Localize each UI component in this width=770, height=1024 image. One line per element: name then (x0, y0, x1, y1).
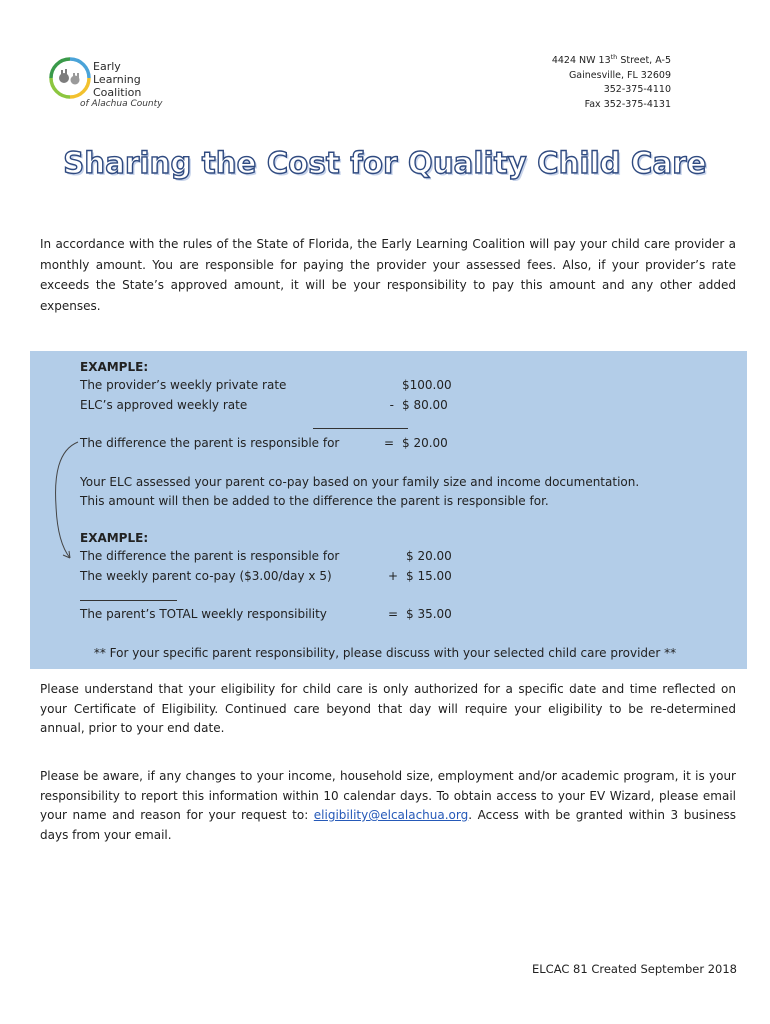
intro-paragraph: In accordance with the rules of the State of Florida, the Early Learning Coalition will pay your child care provider a monthly amount. You are responsible for paying the provider your assessed fees. Also, if your provider’s rate exceeds the State’s approved amount, it will be your responsibility to pay this amount and any other added expenses. (40, 237, 736, 313)
logo-ring-icon (48, 56, 92, 100)
page-title: Sharing the Cost for Quality Child Care (63, 146, 707, 180)
logo-wordmark (93, 60, 141, 99)
eligibility-email-link[interactable]: eligibility@elcalachua.org (313, 808, 469, 822)
example-1-row-2-label: ELC’s approved weekly rate (80, 398, 248, 412)
logo-line-1: Early (93, 60, 121, 73)
example-1-heading: EXAMPLE: (80, 360, 149, 374)
example-2-row-2-value: $ 15.00 (406, 569, 452, 583)
curved-arrow-icon (50, 436, 84, 566)
example-2-row-3-label: The parent’s TOTAL weekly responsibility (80, 607, 327, 621)
logo-line-2: Learning (93, 73, 141, 86)
example-1-row-2-value: $ 80.00 (402, 398, 448, 412)
copay-note-line-2: This amount will then be added to the difference the parent is responsible for. (80, 494, 549, 508)
example-2-row-3-operator: = (387, 607, 398, 621)
example-2-heading: EXAMPLE: (80, 531, 149, 545)
logo-line-3: Coalition (93, 86, 142, 99)
form-footer: ELCAC 81 Created September 2018 (532, 962, 737, 976)
address-block (552, 50, 671, 112)
street-suffix: th (610, 53, 618, 61)
address-city: Gainesville, FL 32609 (568, 69, 671, 81)
address-fax: Fax 352-375-4131 (584, 98, 671, 110)
eligibility-paragraph: Please understand that your eligibility for child care is only authorized for a specific date and time reflected on your Certificate of Eligibility. Continued care beyond that day will require your eligibility to be re-determined annual, prior to your end date. (40, 682, 736, 735)
changes-paragraph-end: . Access with be granted within 3 business days from your email. (40, 808, 737, 842)
street-number: 4424 NW 13 (551, 55, 611, 67)
example-2-row-2-label: The weekly parent co-pay ($3.00/day x 5) (80, 569, 332, 583)
example-2-row-1-value: $ 20.00 (406, 549, 452, 563)
changes-paragraph (40, 767, 736, 845)
street-rest: Street, A-5 (617, 55, 671, 67)
example-1-row-3-value: $ 20.00 (402, 436, 448, 450)
example-2-row-3-value: $ 35.00 (406, 607, 452, 621)
example-2-row-1-label: The difference the parent is responsible for (80, 549, 340, 563)
changes-paragraph-start: Please be aware, if any changes to your income, household size, employment and/or academic program, it is your responsibility to report this information within 10 calendar days. To obtain access to your EV Wizard, please email your name and reason for your request to: (40, 769, 736, 822)
example-1-row-1-value: $100.00 (402, 378, 452, 392)
example-2-row-2-operator: + (387, 569, 398, 583)
example-1-row-2-operator: - (389, 398, 394, 412)
example-1-sum-rule (313, 428, 408, 429)
example-2-sum-rule (80, 600, 177, 601)
copay-note-line-1: Your ELC assessed your parent co-pay based on your family size and income documentation. (80, 475, 640, 489)
organization-logo (46, 54, 163, 114)
logo-subtitle: of Alachua County (80, 99, 163, 109)
discuss-note: ** For your specific parent responsibility, please discuss with your selected child care provider ** (93, 646, 677, 660)
address-street (552, 50, 671, 69)
example-1-row-3-label: The difference the parent is responsible for (80, 436, 340, 450)
address-phone: 352-375-4110 (603, 84, 671, 96)
example-1-row-3-operator: = (383, 436, 394, 450)
example-1-row-1-label: The provider’s weekly private rate (80, 378, 287, 392)
